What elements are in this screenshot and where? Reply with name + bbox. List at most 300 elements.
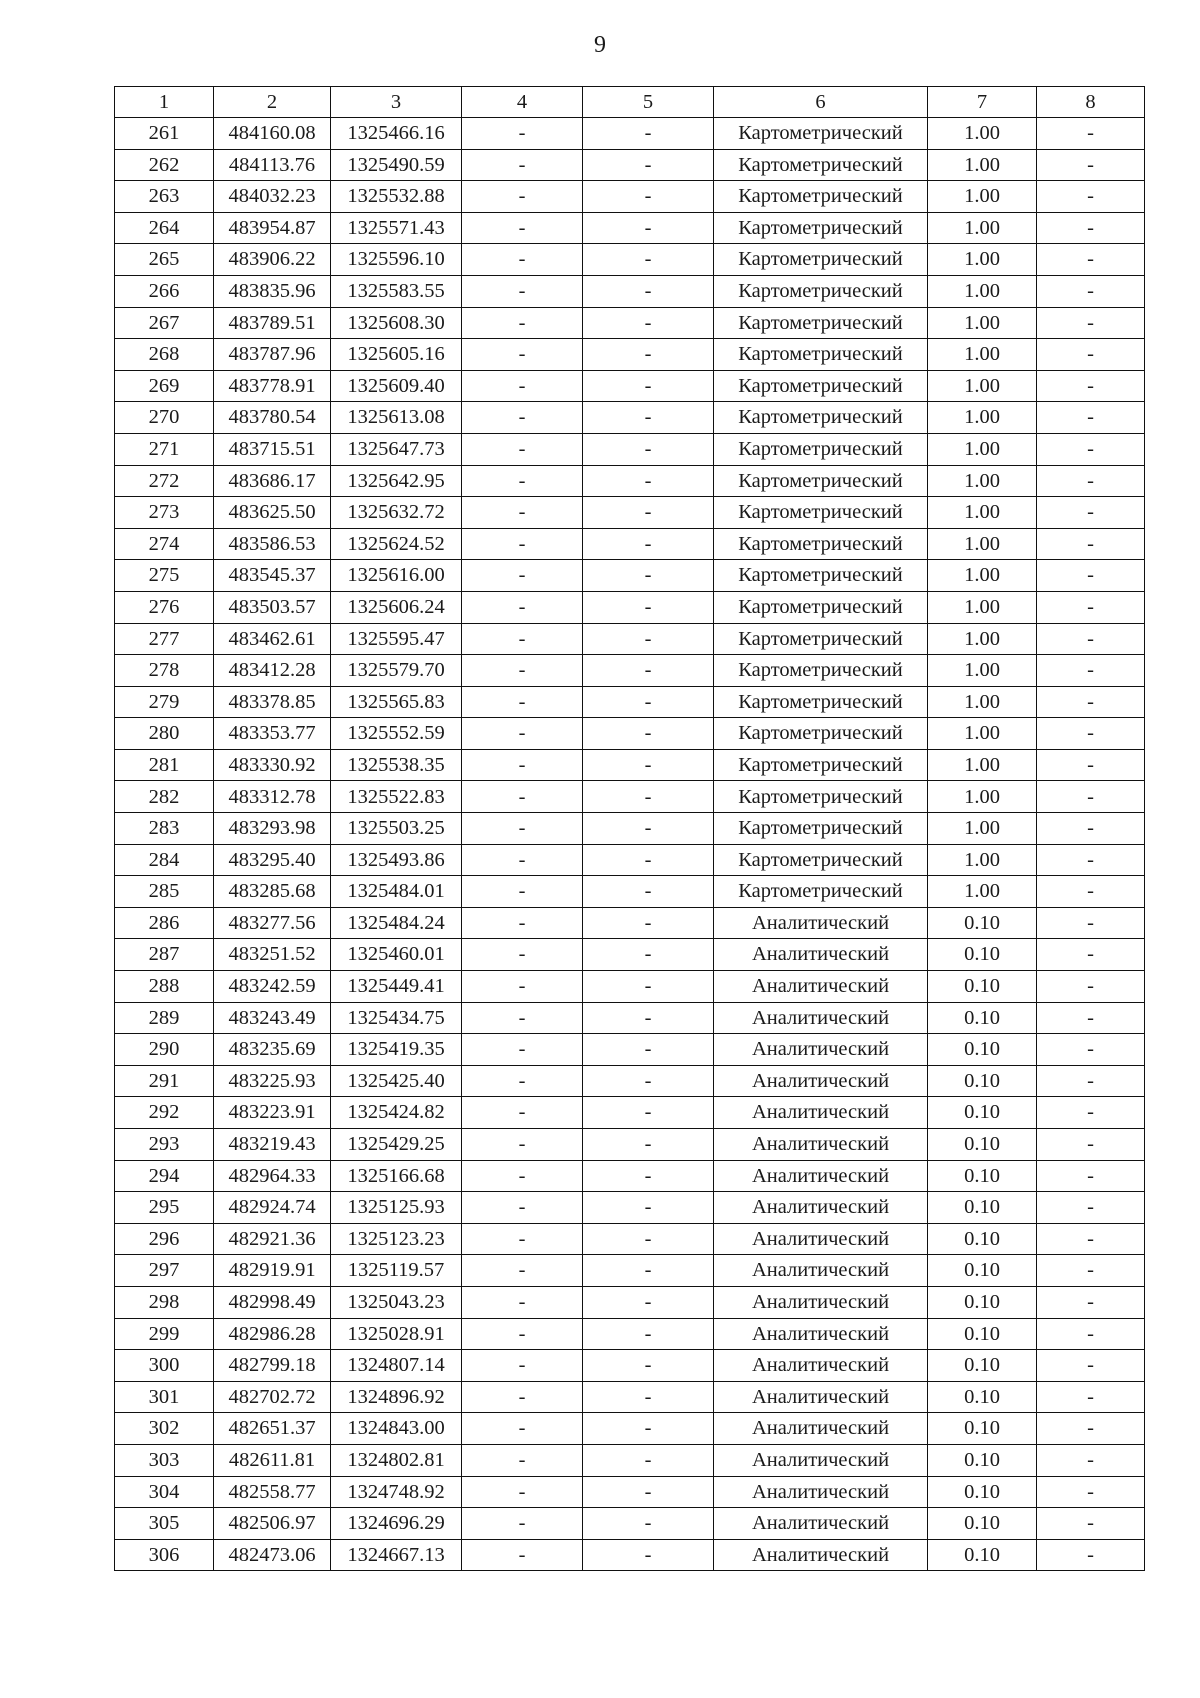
accuracy-cell: 0.10: [928, 1002, 1037, 1034]
y-coordinate-cell: 1325552.59: [331, 718, 462, 750]
accuracy-cell: 1.00: [928, 718, 1037, 750]
table-row: [115, 1034, 1145, 1066]
method-cell: Картометрический: [714, 402, 928, 434]
y-coordinate-cell: 1325632.72: [331, 497, 462, 529]
point-number-cell: 262: [115, 149, 214, 181]
method-cell: Картометрический: [714, 181, 928, 213]
accuracy-cell: 0.10: [928, 1065, 1037, 1097]
column-4-cell: -: [462, 1286, 583, 1318]
x-coordinate-cell: 483251.52: [214, 939, 331, 971]
column-4-cell: -: [462, 1255, 583, 1287]
x-coordinate-cell: 483503.57: [214, 591, 331, 623]
point-number-cell: 274: [115, 528, 214, 560]
column-8-cell: -: [1037, 1255, 1145, 1287]
column-4-cell: -: [462, 497, 583, 529]
x-coordinate-cell: 483243.49: [214, 1002, 331, 1034]
column-4-cell: -: [462, 591, 583, 623]
point-number-cell: 273: [115, 497, 214, 529]
x-coordinate-cell: 483412.28: [214, 655, 331, 687]
y-coordinate-cell: 1325616.00: [331, 560, 462, 592]
accuracy-cell: 0.10: [928, 1508, 1037, 1540]
column-header: 6: [714, 87, 928, 118]
column-8-cell: -: [1037, 907, 1145, 939]
column-4-cell: -: [462, 907, 583, 939]
column-4-cell: -: [462, 370, 583, 402]
column-header: 1: [115, 87, 214, 118]
column-8-cell: -: [1037, 1539, 1145, 1571]
method-cell: Картометрический: [714, 307, 928, 339]
y-coordinate-cell: 1324696.29: [331, 1508, 462, 1540]
column-8-cell: -: [1037, 1381, 1145, 1413]
method-cell: Аналитический: [714, 1192, 928, 1224]
column-4-cell: -: [462, 181, 583, 213]
point-number-cell: 268: [115, 339, 214, 371]
column-5-cell: -: [583, 971, 714, 1003]
column-4-cell: -: [462, 118, 583, 150]
accuracy-cell: 0.10: [928, 1350, 1037, 1382]
accuracy-cell: 1.00: [928, 465, 1037, 497]
column-5-cell: -: [583, 1539, 714, 1571]
x-coordinate-cell: 483586.53: [214, 528, 331, 560]
column-header: 3: [331, 87, 462, 118]
table-row: [115, 1476, 1145, 1508]
column-5-cell: -: [583, 433, 714, 465]
x-coordinate-cell: 483295.40: [214, 844, 331, 876]
column-4-cell: -: [462, 433, 583, 465]
column-8-cell: -: [1037, 370, 1145, 402]
y-coordinate-cell: 1324667.13: [331, 1539, 462, 1571]
accuracy-cell: 1.00: [928, 307, 1037, 339]
x-coordinate-cell: 483954.87: [214, 212, 331, 244]
column-8-cell: -: [1037, 686, 1145, 718]
x-coordinate-cell: 483235.69: [214, 1034, 331, 1066]
table-row: [115, 781, 1145, 813]
accuracy-cell: 1.00: [928, 528, 1037, 560]
column-4-cell: -: [462, 528, 583, 560]
table-row: [115, 275, 1145, 307]
table-row: [115, 813, 1145, 845]
method-cell: Картометрический: [714, 655, 928, 687]
y-coordinate-cell: 1325425.40: [331, 1065, 462, 1097]
method-cell: Аналитический: [714, 971, 928, 1003]
column-5-cell: -: [583, 465, 714, 497]
table-row: [115, 560, 1145, 592]
point-number-cell: 296: [115, 1223, 214, 1255]
point-number-cell: 281: [115, 749, 214, 781]
method-cell: Аналитический: [714, 1350, 928, 1382]
y-coordinate-cell: 1325460.01: [331, 939, 462, 971]
column-4-cell: -: [462, 1097, 583, 1129]
column-8-cell: -: [1037, 149, 1145, 181]
accuracy-cell: 0.10: [928, 1444, 1037, 1476]
accuracy-cell: 0.10: [928, 1223, 1037, 1255]
column-4-cell: -: [462, 1413, 583, 1445]
x-coordinate-cell: 482964.33: [214, 1160, 331, 1192]
column-8-cell: -: [1037, 1476, 1145, 1508]
column-8-cell: -: [1037, 781, 1145, 813]
column-5-cell: -: [583, 1350, 714, 1382]
y-coordinate-cell: 1325166.68: [331, 1160, 462, 1192]
column-8-cell: -: [1037, 1286, 1145, 1318]
point-number-cell: 303: [115, 1444, 214, 1476]
accuracy-cell: 0.10: [928, 1034, 1037, 1066]
table-row: [115, 465, 1145, 497]
x-coordinate-cell: 483906.22: [214, 244, 331, 276]
method-cell: Картометрический: [714, 370, 928, 402]
column-8-cell: -: [1037, 339, 1145, 371]
column-4-cell: -: [462, 1350, 583, 1382]
column-8-cell: -: [1037, 1508, 1145, 1540]
x-coordinate-cell: 483285.68: [214, 876, 331, 908]
column-8-cell: -: [1037, 212, 1145, 244]
y-coordinate-cell: 1325605.16: [331, 339, 462, 371]
table-row: [115, 181, 1145, 213]
x-coordinate-cell: 484113.76: [214, 149, 331, 181]
column-8-cell: -: [1037, 1097, 1145, 1129]
column-5-cell: -: [583, 1097, 714, 1129]
column-8-cell: -: [1037, 876, 1145, 908]
table-row: [115, 212, 1145, 244]
point-number-cell: 306: [115, 1539, 214, 1571]
column-4-cell: -: [462, 623, 583, 655]
column-5-cell: -: [583, 244, 714, 276]
method-cell: Аналитический: [714, 1034, 928, 1066]
column-5-cell: -: [583, 623, 714, 655]
method-cell: Картометрический: [714, 528, 928, 560]
column-5-cell: -: [583, 370, 714, 402]
column-header: 2: [214, 87, 331, 118]
x-coordinate-cell: 483378.85: [214, 686, 331, 718]
method-cell: Картометрический: [714, 749, 928, 781]
point-number-cell: 291: [115, 1065, 214, 1097]
header-row: [115, 87, 1145, 118]
table-row: [115, 1223, 1145, 1255]
point-number-cell: 299: [115, 1318, 214, 1350]
point-number-cell: 297: [115, 1255, 214, 1287]
column-4-cell: -: [462, 844, 583, 876]
method-cell: Аналитический: [714, 1381, 928, 1413]
method-cell: Картометрический: [714, 149, 928, 181]
accuracy-cell: 1.00: [928, 876, 1037, 908]
y-coordinate-cell: 1324748.92: [331, 1476, 462, 1508]
y-coordinate-cell: 1325434.75: [331, 1002, 462, 1034]
x-coordinate-cell: 483778.91: [214, 370, 331, 402]
column-5-cell: -: [583, 1413, 714, 1445]
column-8-cell: -: [1037, 844, 1145, 876]
y-coordinate-cell: 1325424.82: [331, 1097, 462, 1129]
column-8-cell: -: [1037, 497, 1145, 529]
method-cell: Картометрический: [714, 844, 928, 876]
accuracy-cell: 1.00: [928, 181, 1037, 213]
table-row: [115, 1318, 1145, 1350]
x-coordinate-cell: 483780.54: [214, 402, 331, 434]
column-4-cell: -: [462, 1476, 583, 1508]
x-coordinate-cell: 482702.72: [214, 1381, 331, 1413]
method-cell: Аналитический: [714, 1160, 928, 1192]
x-coordinate-cell: 484032.23: [214, 181, 331, 213]
accuracy-cell: 1.00: [928, 275, 1037, 307]
column-4-cell: -: [462, 939, 583, 971]
point-number-cell: 304: [115, 1476, 214, 1508]
column-5-cell: -: [583, 497, 714, 529]
column-4-cell: -: [462, 1539, 583, 1571]
accuracy-cell: 0.10: [928, 1381, 1037, 1413]
y-coordinate-cell: 1325606.24: [331, 591, 462, 623]
table-row: [115, 1065, 1145, 1097]
point-number-cell: 292: [115, 1097, 214, 1129]
y-coordinate-cell: 1325490.59: [331, 149, 462, 181]
column-5-cell: -: [583, 181, 714, 213]
method-cell: Картометрический: [714, 433, 928, 465]
x-coordinate-cell: 483293.98: [214, 813, 331, 845]
table-header: [115, 87, 1145, 118]
x-coordinate-cell: 483462.61: [214, 623, 331, 655]
accuracy-cell: 1.00: [928, 655, 1037, 687]
column-8-cell: -: [1037, 623, 1145, 655]
point-number-cell: 282: [115, 781, 214, 813]
y-coordinate-cell: 1324843.00: [331, 1413, 462, 1445]
column-8-cell: -: [1037, 1065, 1145, 1097]
column-5-cell: -: [583, 212, 714, 244]
column-header: 5: [583, 87, 714, 118]
accuracy-cell: 0.10: [928, 1539, 1037, 1571]
column-5-cell: -: [583, 876, 714, 908]
table-body: [115, 118, 1145, 1571]
point-number-cell: 269: [115, 370, 214, 402]
accuracy-cell: 0.10: [928, 1318, 1037, 1350]
accuracy-cell: 0.10: [928, 1255, 1037, 1287]
accuracy-cell: 1.00: [928, 781, 1037, 813]
x-coordinate-cell: 483223.91: [214, 1097, 331, 1129]
y-coordinate-cell: 1325571.43: [331, 212, 462, 244]
accuracy-cell: 1.00: [928, 212, 1037, 244]
table-row: [115, 528, 1145, 560]
method-cell: Картометрический: [714, 813, 928, 845]
y-coordinate-cell: 1325522.83: [331, 781, 462, 813]
x-coordinate-cell: 482473.06: [214, 1539, 331, 1571]
column-header: 4: [462, 87, 583, 118]
point-number-cell: 279: [115, 686, 214, 718]
accuracy-cell: 0.10: [928, 1413, 1037, 1445]
column-5-cell: -: [583, 275, 714, 307]
table-row: [115, 370, 1145, 402]
method-cell: Картометрический: [714, 118, 928, 150]
x-coordinate-cell: 482611.81: [214, 1444, 331, 1476]
accuracy-cell: 1.00: [928, 118, 1037, 150]
point-number-cell: 295: [115, 1192, 214, 1224]
method-cell: Картометрический: [714, 876, 928, 908]
x-coordinate-cell: 483225.93: [214, 1065, 331, 1097]
y-coordinate-cell: 1325484.24: [331, 907, 462, 939]
column-8-cell: -: [1037, 1413, 1145, 1445]
column-5-cell: -: [583, 528, 714, 560]
method-cell: Аналитический: [714, 1413, 928, 1445]
accuracy-cell: 0.10: [928, 907, 1037, 939]
y-coordinate-cell: 1325466.16: [331, 118, 462, 150]
table-row: [115, 1539, 1145, 1571]
x-coordinate-cell: 483242.59: [214, 971, 331, 1003]
column-5-cell: -: [583, 1508, 714, 1540]
column-5-cell: -: [583, 1065, 714, 1097]
column-header: 7: [928, 87, 1037, 118]
method-cell: Картометрический: [714, 718, 928, 750]
x-coordinate-cell: 484160.08: [214, 118, 331, 150]
point-number-cell: 283: [115, 813, 214, 845]
column-5-cell: -: [583, 1318, 714, 1350]
column-4-cell: -: [462, 149, 583, 181]
point-number-cell: 275: [115, 560, 214, 592]
y-coordinate-cell: 1325119.57: [331, 1255, 462, 1287]
column-8-cell: -: [1037, 307, 1145, 339]
table-row: [115, 118, 1145, 150]
table-row: [115, 718, 1145, 750]
column-4-cell: -: [462, 339, 583, 371]
column-8-cell: -: [1037, 591, 1145, 623]
method-cell: Аналитический: [714, 1318, 928, 1350]
accuracy-cell: 1.00: [928, 749, 1037, 781]
column-5-cell: -: [583, 1002, 714, 1034]
column-5-cell: -: [583, 307, 714, 339]
column-4-cell: -: [462, 971, 583, 1003]
point-number-cell: 305: [115, 1508, 214, 1540]
column-8-cell: -: [1037, 1160, 1145, 1192]
column-8-cell: -: [1037, 971, 1145, 1003]
column-4-cell: -: [462, 1065, 583, 1097]
column-4-cell: -: [462, 655, 583, 687]
column-5-cell: -: [583, 749, 714, 781]
column-8-cell: -: [1037, 718, 1145, 750]
point-number-cell: 277: [115, 623, 214, 655]
accuracy-cell: 0.10: [928, 1097, 1037, 1129]
column-header: 8: [1037, 87, 1145, 118]
point-number-cell: 278: [115, 655, 214, 687]
method-cell: Картометрический: [714, 686, 928, 718]
column-8-cell: -: [1037, 1192, 1145, 1224]
method-cell: Аналитический: [714, 1129, 928, 1161]
column-8-cell: -: [1037, 1223, 1145, 1255]
column-8-cell: -: [1037, 118, 1145, 150]
table-row: [115, 1192, 1145, 1224]
x-coordinate-cell: 482921.36: [214, 1223, 331, 1255]
column-4-cell: -: [462, 686, 583, 718]
accuracy-cell: 1.00: [928, 370, 1037, 402]
table-row: [115, 339, 1145, 371]
point-number-cell: 293: [115, 1129, 214, 1161]
point-number-cell: 290: [115, 1034, 214, 1066]
column-4-cell: -: [462, 876, 583, 908]
x-coordinate-cell: 483277.56: [214, 907, 331, 939]
column-4-cell: -: [462, 465, 583, 497]
method-cell: Аналитический: [714, 1508, 928, 1540]
column-8-cell: -: [1037, 749, 1145, 781]
y-coordinate-cell: 1325565.83: [331, 686, 462, 718]
x-coordinate-cell: 483787.96: [214, 339, 331, 371]
page-number: 9: [594, 32, 606, 58]
x-coordinate-cell: 482986.28: [214, 1318, 331, 1350]
column-4-cell: -: [462, 244, 583, 276]
table-row: [115, 876, 1145, 908]
accuracy-cell: 1.00: [928, 149, 1037, 181]
y-coordinate-cell: 1325419.35: [331, 1034, 462, 1066]
point-number-cell: 276: [115, 591, 214, 623]
accuracy-cell: 0.10: [928, 939, 1037, 971]
column-5-cell: -: [583, 844, 714, 876]
method-cell: Аналитический: [714, 1444, 928, 1476]
method-cell: Картометрический: [714, 781, 928, 813]
x-coordinate-cell: 482919.91: [214, 1255, 331, 1287]
column-5-cell: -: [583, 939, 714, 971]
column-5-cell: -: [583, 1034, 714, 1066]
column-5-cell: -: [583, 402, 714, 434]
column-8-cell: -: [1037, 1350, 1145, 1382]
column-4-cell: -: [462, 1444, 583, 1476]
y-coordinate-cell: 1325609.40: [331, 370, 462, 402]
column-5-cell: -: [583, 655, 714, 687]
y-coordinate-cell: 1324896.92: [331, 1381, 462, 1413]
column-5-cell: -: [583, 1192, 714, 1224]
point-number-cell: 266: [115, 275, 214, 307]
column-4-cell: -: [462, 402, 583, 434]
column-8-cell: -: [1037, 244, 1145, 276]
y-coordinate-cell: 1325484.01: [331, 876, 462, 908]
table-row: [115, 497, 1145, 529]
x-coordinate-cell: 483330.92: [214, 749, 331, 781]
method-cell: Картометрический: [714, 244, 928, 276]
column-5-cell: -: [583, 149, 714, 181]
y-coordinate-cell: 1325647.73: [331, 433, 462, 465]
y-coordinate-cell: 1325642.95: [331, 465, 462, 497]
accuracy-cell: 0.10: [928, 1286, 1037, 1318]
column-5-cell: -: [583, 1444, 714, 1476]
y-coordinate-cell: 1325608.30: [331, 307, 462, 339]
method-cell: Аналитический: [714, 1476, 928, 1508]
column-8-cell: -: [1037, 560, 1145, 592]
column-4-cell: -: [462, 813, 583, 845]
column-4-cell: -: [462, 781, 583, 813]
y-coordinate-cell: 1325429.25: [331, 1129, 462, 1161]
point-number-cell: 298: [115, 1286, 214, 1318]
column-4-cell: -: [462, 1381, 583, 1413]
column-8-cell: -: [1037, 465, 1145, 497]
column-8-cell: -: [1037, 1034, 1145, 1066]
point-number-cell: 288: [115, 971, 214, 1003]
x-coordinate-cell: 483789.51: [214, 307, 331, 339]
x-coordinate-cell: 482558.77: [214, 1476, 331, 1508]
table-row: [115, 971, 1145, 1003]
table-row: [115, 1444, 1145, 1476]
table-row: [115, 1381, 1145, 1413]
column-5-cell: -: [583, 1129, 714, 1161]
column-4-cell: -: [462, 718, 583, 750]
method-cell: Аналитический: [714, 1002, 928, 1034]
table-row: [115, 433, 1145, 465]
table-row: [115, 844, 1145, 876]
column-4-cell: -: [462, 1160, 583, 1192]
y-coordinate-cell: 1325579.70: [331, 655, 462, 687]
column-8-cell: -: [1037, 1444, 1145, 1476]
table-row: [115, 1160, 1145, 1192]
column-8-cell: -: [1037, 433, 1145, 465]
table-row: [115, 1002, 1145, 1034]
table-row: [115, 907, 1145, 939]
accuracy-cell: 0.10: [928, 971, 1037, 1003]
table-row: [115, 1413, 1145, 1445]
point-number-cell: 261: [115, 118, 214, 150]
column-5-cell: -: [583, 118, 714, 150]
accuracy-cell: 0.10: [928, 1192, 1037, 1224]
x-coordinate-cell: 482506.97: [214, 1508, 331, 1540]
accuracy-cell: 1.00: [928, 813, 1037, 845]
